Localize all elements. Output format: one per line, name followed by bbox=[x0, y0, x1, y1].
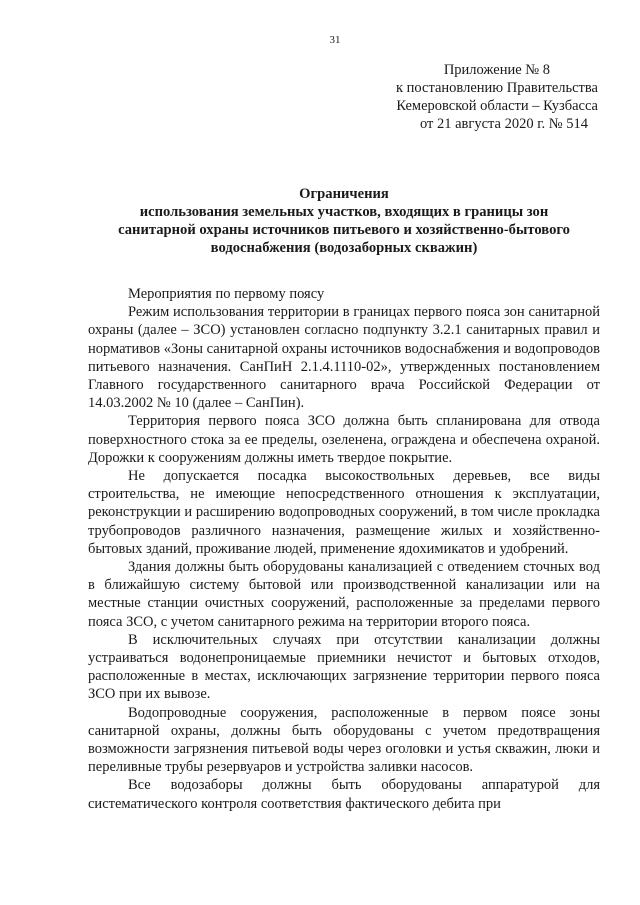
paragraph: Водопроводные сооружения, расположенные в первом поясе зоны санитарной охраны, должны быть оборудованы с учетом предотвращения возможности загрязнения питьевой воды через оголовки и устья скважин, люки и переливные трубы резервуаров и устройства заливки насосов. bbox=[88, 704, 600, 776]
title-line: Ограничения bbox=[299, 186, 389, 202]
appendix-line: к постановлению Правительства bbox=[396, 80, 598, 96]
section-heading: Мероприятия по первому поясу bbox=[128, 286, 325, 302]
paragraph: В исключительных случаях при отсутствии канализации должны устраиваться водонепроницаемые приемники нечистот и бытовых отходов, расположенные в местах, исключающих загрязнение территории первого пояса ЗСО при их вывозе. bbox=[88, 631, 600, 703]
paragraph: Здания должны быть оборудованы канализацией с отведением сточных вод в ближайшую систему бытовой или производственной канализации или на местные станции очистных сооружений, расположенные за пределами первого пояса ЗСО, с учетом санитарного режима на территории второго пояса. bbox=[88, 559, 600, 630]
title-line: водоснабжения (водозаборных скважин) bbox=[210, 240, 478, 256]
page-number: 31 bbox=[329, 34, 341, 46]
document-title bbox=[88, 185, 600, 257]
appendix-line: Приложение № 8 bbox=[443, 62, 550, 78]
paragraph: Режим использования территории в границах первого пояса зон санитарной охраны (далее – ЗСО) установлен согласно подпункту 3.2.1 санитарных правил и нормативов «Зоны санитарной охраны источников водоснабжения и водопроводов питьевого назначения. СанПиН 2.1.4.1110-02», утвержденных постановлением Главного государственного санитарного врача Российской Федерации от 14.03.2002 № 10 (далее – СанПин). bbox=[88, 304, 601, 412]
paragraph: Не допускается посадка высокоствольных деревьев, все виды строительства, не имеющие непосредственного отношения к эксплуатации, реконструкции и расширению водопроводных сооружений, в том числе прокладка трубопроводов различного назначения, размещение жилых и хозяйственно-бытовых зданий, проживание людей, применение ядохимикатов и удобрений. bbox=[88, 468, 600, 557]
document-body bbox=[88, 285, 600, 813]
appendix-line: от 21 августа 2020 г. № 514 bbox=[419, 116, 588, 132]
appendix-reference bbox=[348, 61, 598, 133]
title-line: использования земельных участков, входящих в границы зон bbox=[139, 204, 549, 220]
paragraph: Все водозаборы должны быть оборудованы аппаратурой для систематического контроля соответствия фактического дебита при bbox=[88, 777, 600, 812]
appendix-line: Кемеровской области – Кузбасса bbox=[396, 98, 598, 114]
paragraph: Территория первого пояса ЗСО должна быть спланирована для отвода поверхностного стока за ее пределы, озеленена, ограждена и обеспечена охраной. Дорожки к сооружениям должны иметь твердое покрытие. bbox=[88, 413, 600, 466]
title-line: санитарной охраны источников питьевого и хозяйственно-бытового bbox=[118, 222, 570, 238]
